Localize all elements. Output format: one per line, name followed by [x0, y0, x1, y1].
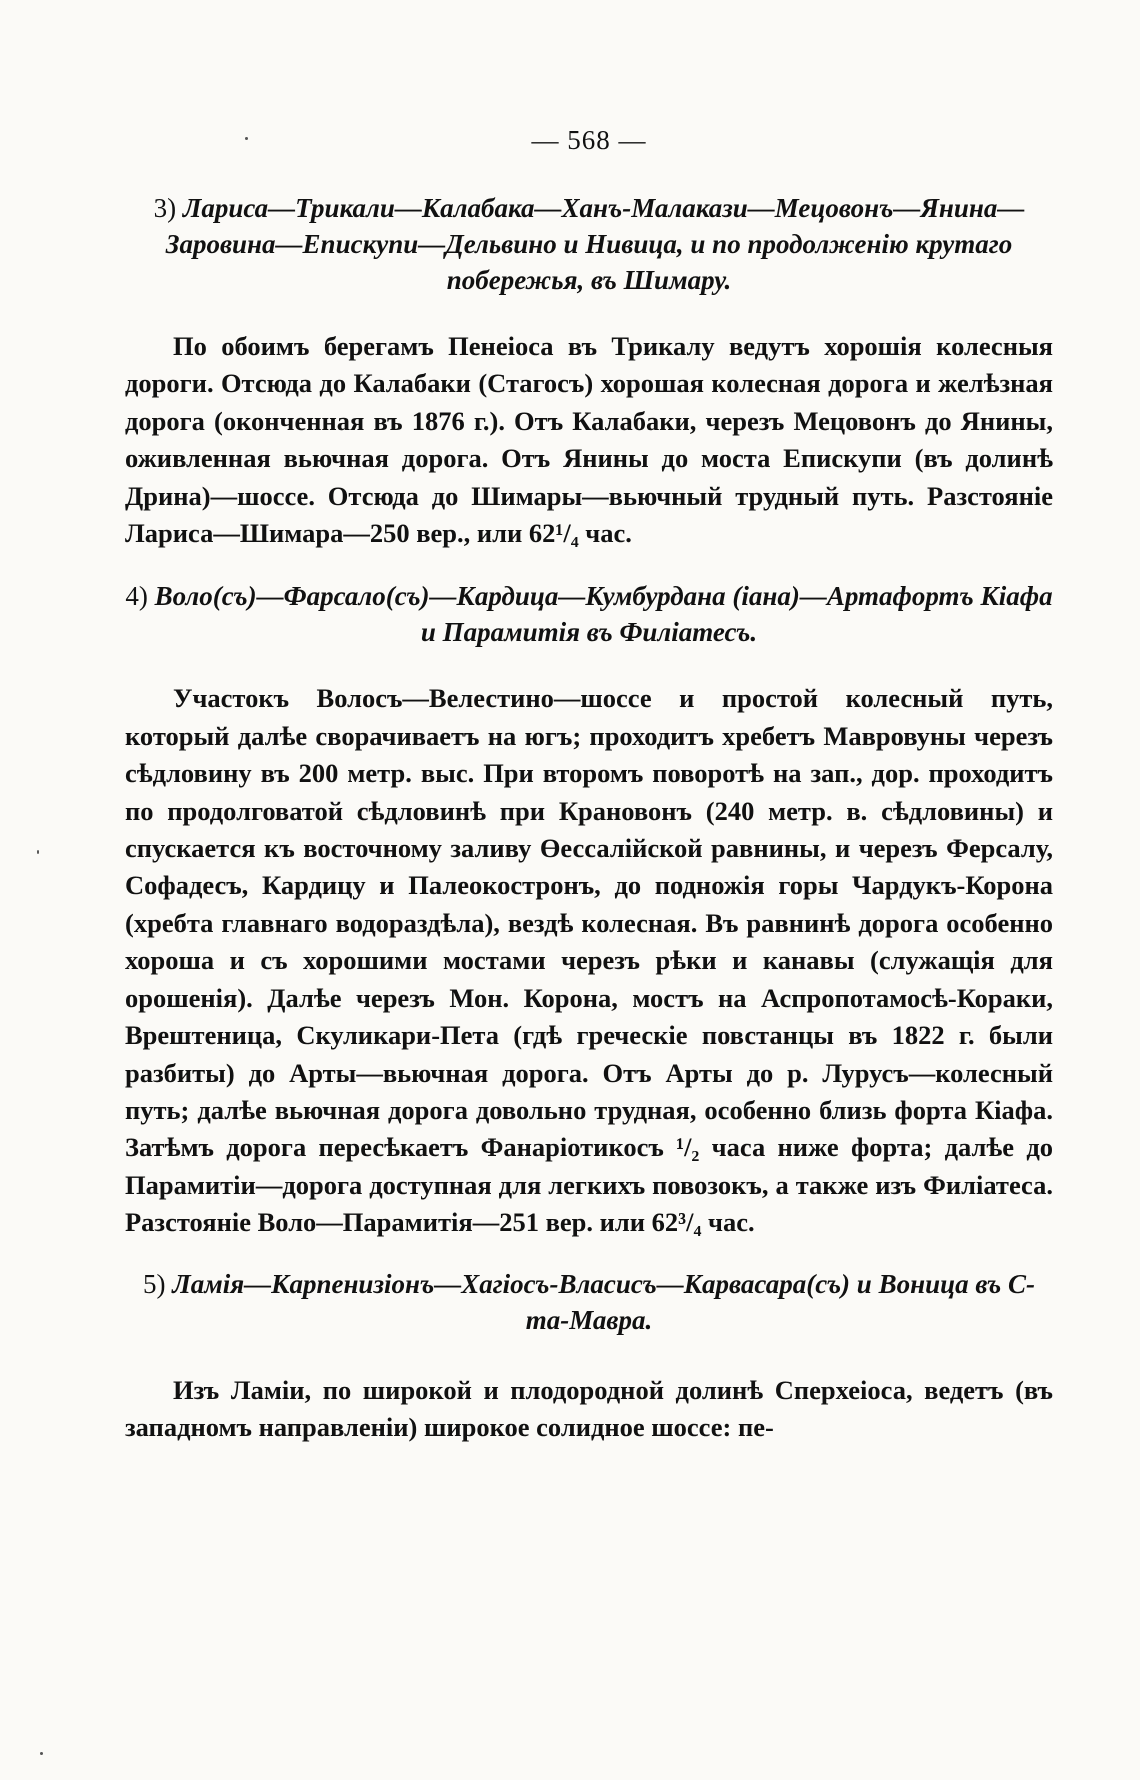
route-heading-3	[125, 190, 1053, 298]
print-speck	[40, 1752, 43, 1755]
route-title: Ламія—Карпенизіонъ—Хагіосъ-Власисъ—Карвасара(съ) и Воница въ С-та-Мавра.	[172, 1268, 1036, 1335]
page-number: — 568 —	[531, 125, 647, 155]
route-description-4: Участокъ Волосъ—Велестино—шоссе и простой колесный путь, который далѣе сворачиваетъ на югъ; проходитъ хребетъ Мавровуны черезъ сѣдловину въ 200 метр. выс. При второмъ поворотѣ на зап., дор. проходитъ по продолговатой сѣдловинѣ при Крановонъ (240 метр. в. сѣдловины) и спускается къ восточному заливу Өессалійской равнины, и черезъ Ферсалу, Софадесъ, Кардицу и Палеокостронъ, до подножія горы Чардукъ-Корона (хребта главнаго водораздѣла), вездѣ колесная. Въ равнинѣ дорога особенно хороша и съ хорошими мостами черезъ рѣки и канавы (служащія для орошенія). Далѣе черезъ Мон. Корона, мостъ на Аспропотамосѣ-Кораки, Врештеница, Скуликари-Пета (гдѣ греческіе повстанцы въ 1822 г. были разбиты) до Арты—вьючная дорога. Отъ Арты до р. Лурусъ—колесный путь; далѣе вьючная дорога довольно трудная, особенно близь форта Кіафа. Затѣмъ дорога пересѣкаетъ Фанаріотикосъ ¹/₂ часа ниже форта; далѣе до Парамитіи—дорога доступная для легкихъ повозокъ, а также изъ Филіатеса. Разстояніе Воло—Парамитія—251 вер. или 62³/₄ час.	[125, 683, 1053, 1238]
route-heading-4	[125, 578, 1053, 650]
section-number: 4)	[125, 581, 148, 612]
route-description-5: Изъ Ламіи, по широкой и плодородной долинѣ Сперхеіоса, ведетъ (въ западномъ направленіи) широкое солидное шоссе: пе-	[125, 1374, 1053, 1442]
book-page	[125, 125, 1053, 1446]
route-description-3: По обоимъ берегамъ Пенеіоса въ Трикалу ведутъ хорошія колесныя дороги. Отсюда до Калабаки (Стагосъ) хорошая колесная дорога и желѣзная дорога (оконченная въ 1876 г.). Отъ Калабаки, черезъ Мецовонъ до Янины, оживленная вьючная дорога. Отъ Янины до моста Епискупи (въ долинѣ Дрина)—шоссе. Отсюда до Шимары—вьючный трудный путь. Разстояніе Лариса—Шимара—250 вер., или 62¹/₄ час.	[125, 331, 1053, 549]
section-number: 3)	[153, 193, 177, 223]
route-title: Воло(съ)—Фарсало(съ)—Кардица—Кумбурдана (іана)—Артафортъ Кіафа и Парамитія въ Филіатесъ.	[154, 581, 1053, 648]
route-title: Лариса—Трикали—Калабака—Ханъ-Малакази—Мецовонъ—Янина—Заровина—Епискупи—Дельвино и Нивица, и по продолженію крутаго побережья, въ Шимару.	[165, 193, 1025, 295]
route-heading-5	[125, 1266, 1053, 1338]
print-speck	[37, 850, 39, 854]
section-number: 5)	[142, 1268, 166, 1299]
